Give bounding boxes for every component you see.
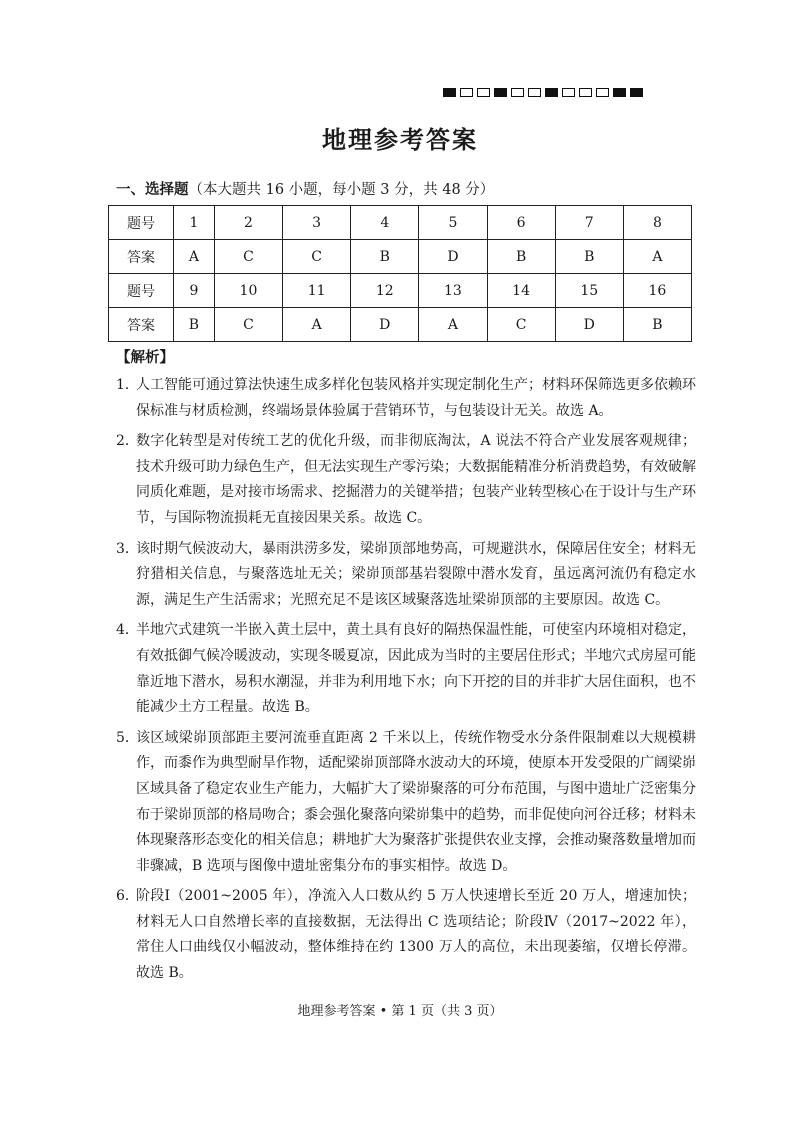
header-mark-empty xyxy=(528,88,541,97)
section-label: 一、选择题 xyxy=(116,181,189,198)
section-heading xyxy=(116,178,494,199)
table-cell: B xyxy=(487,240,555,274)
header-mark-empty xyxy=(511,88,524,97)
analysis-item xyxy=(116,373,696,424)
header-marks xyxy=(443,88,643,97)
table-cell: 11 xyxy=(283,274,351,308)
table-cell: A xyxy=(623,240,691,274)
item-text: 数字化转型是对传统工艺的优化升级，而非彻底淘汰，A 说法不符合产业发展客观规律；技术升级可助力绿色生产，但无法实现生产零污染；大数据能精准分析消费趋势，有效破解同质化难题，是对接市场需求、挖掘潜力的关键举措；包装产业转型核心在于设计与生产环节，与国际物流损耗无直接因果关系。故选 C。 xyxy=(136,433,696,526)
table-cell: 5 xyxy=(419,206,487,240)
table-row xyxy=(109,308,692,342)
table-cell: B xyxy=(174,308,215,342)
table-row-header: 答案 xyxy=(109,308,174,342)
table-cell: C xyxy=(283,240,351,274)
table-row-header: 答案 xyxy=(109,240,174,274)
analysis-item xyxy=(116,726,696,880)
analysis-item xyxy=(116,618,696,720)
table-row-header: 题号 xyxy=(109,274,174,308)
table-cell: B xyxy=(623,308,691,342)
table-cell: 9 xyxy=(174,274,215,308)
table-cell: A xyxy=(283,308,351,342)
table-row xyxy=(109,240,692,274)
item-number: 4． xyxy=(116,622,139,639)
table-cell: 8 xyxy=(623,206,691,240)
table-row xyxy=(109,274,692,308)
table-cell: 3 xyxy=(283,206,351,240)
table-row xyxy=(109,206,692,240)
table-cell: 7 xyxy=(555,206,623,240)
header-mark-empty xyxy=(562,88,575,97)
item-text: 阶段Ⅰ（2001~2005 年），净流入人口数从约 5 万人快速增长至近 20 万人，增速加快；材料无人口自然增长率的直接数据，无法得出 C 选项结论；阶段Ⅳ（2017~2022 年），常住人口曲线仅小幅波动，整体维持在约 1300 万人的高位，未出现萎缩，仅增长停滞。故选 B。 xyxy=(136,888,696,982)
table-cell: 10 xyxy=(214,274,282,308)
table-cell: B xyxy=(555,240,623,274)
table-cell: B xyxy=(351,240,419,274)
table-cell: C xyxy=(214,308,282,342)
analysis-heading: 【解析】 xyxy=(116,349,174,366)
table-cell: D xyxy=(419,240,487,274)
table-cell: C xyxy=(214,240,282,274)
table-cell: 2 xyxy=(214,206,282,240)
analysis-item xyxy=(116,884,696,986)
header-mark-filled xyxy=(630,88,643,97)
page-title: 地理参考答案 xyxy=(322,125,478,154)
table-cell: 13 xyxy=(419,274,487,308)
item-text: 该时期气候波动大，暴雨洪涝多发，梁峁顶部地势高，可规避洪水，保障居住安全；材料无狩猎相关信息，与聚落选址无关；梁峁顶部基岩裂隙中潜水发育，虽远离河流仍有稳定水源，满足生产生活需求；光照充足不是该区域聚落选址梁峁顶部的主要原因。故选 C。 xyxy=(136,540,696,608)
item-text: 半地穴式建筑一半嵌入黄土层中，黄土具有良好的隔热保温性能，可使室内环境相对稳定，有效抵御气候冷暖波动，实现冬暖夏凉，因此成为当时的主要居住形式；半地穴式房屋可能靠近地下潜水，易积水潮湿，并非为利用地下水；向下开挖的目的并非扩大居住面积，也不能减少土方工程量。故选 B。 xyxy=(136,622,696,716)
item-number: 3． xyxy=(116,540,139,557)
table-cell: 15 xyxy=(555,274,623,308)
header-mark-filled xyxy=(443,88,456,97)
header-mark-empty xyxy=(477,88,490,97)
table-row-header: 题号 xyxy=(109,206,174,240)
table-cell: 1 xyxy=(174,206,215,240)
table-cell: 12 xyxy=(351,274,419,308)
analysis-item xyxy=(116,537,696,614)
table-cell: D xyxy=(555,308,623,342)
item-number: 2． xyxy=(116,433,139,450)
page-footer: 地理参考答案 • 第 1 页（共 3 页） xyxy=(297,1004,503,1019)
item-number: 1． xyxy=(116,377,139,393)
item-text: 该区域梁峁顶部距主要河流垂直距离 2 千米以上，传统作物受水分条件限制难以大规模耕作，而黍作为典型耐旱作物，适配梁峁顶部降水波动大的环境，使原本开发受限的广阔梁峁区域具备了稳定农业生产能力，大幅扩大了梁峁聚落的可分布范围，与图中遗址广泛密集分布于梁峁顶部的格局吻合；黍会强化聚落向梁峁集中的趋势，而非促使向河谷迁移；材料未体现聚落形态变化的相关信息；耕地扩大为聚落扩张提供农业支撑，会推动聚落数量增加而非骤减，B 选项与图像中遗址密集分布的事实相悖。故选 D。 xyxy=(136,729,696,874)
item-text: 人工智能可通过算法快速生成多样化包装风格并实现定制化生产；材料环保筛选更多依赖环保标准与材质检测，终端场景体验属于营销环节，与包装设计无关。故选 A。 xyxy=(136,377,696,419)
section-note: （本大题共 16 小题，每小题 3 分，共 48 分） xyxy=(188,182,495,198)
answer-table xyxy=(108,205,692,342)
header-mark-filled xyxy=(545,88,558,97)
header-mark-filled xyxy=(613,88,626,97)
header-mark-empty xyxy=(596,88,609,97)
header-mark-filled xyxy=(494,88,507,97)
table-cell: A xyxy=(174,240,215,274)
header-mark-empty xyxy=(460,88,473,97)
table-cell: C xyxy=(487,308,555,342)
analysis-list xyxy=(116,373,696,992)
table-cell: 16 xyxy=(623,274,691,308)
item-number: 5． xyxy=(116,729,139,746)
table-cell: 14 xyxy=(487,274,555,308)
table-cell: 4 xyxy=(351,206,419,240)
header-mark-empty xyxy=(579,88,592,97)
item-number: 6． xyxy=(116,888,139,905)
table-cell: D xyxy=(351,308,419,342)
table-cell: 6 xyxy=(487,206,555,240)
table-cell: A xyxy=(419,308,487,342)
analysis-item xyxy=(116,429,696,531)
